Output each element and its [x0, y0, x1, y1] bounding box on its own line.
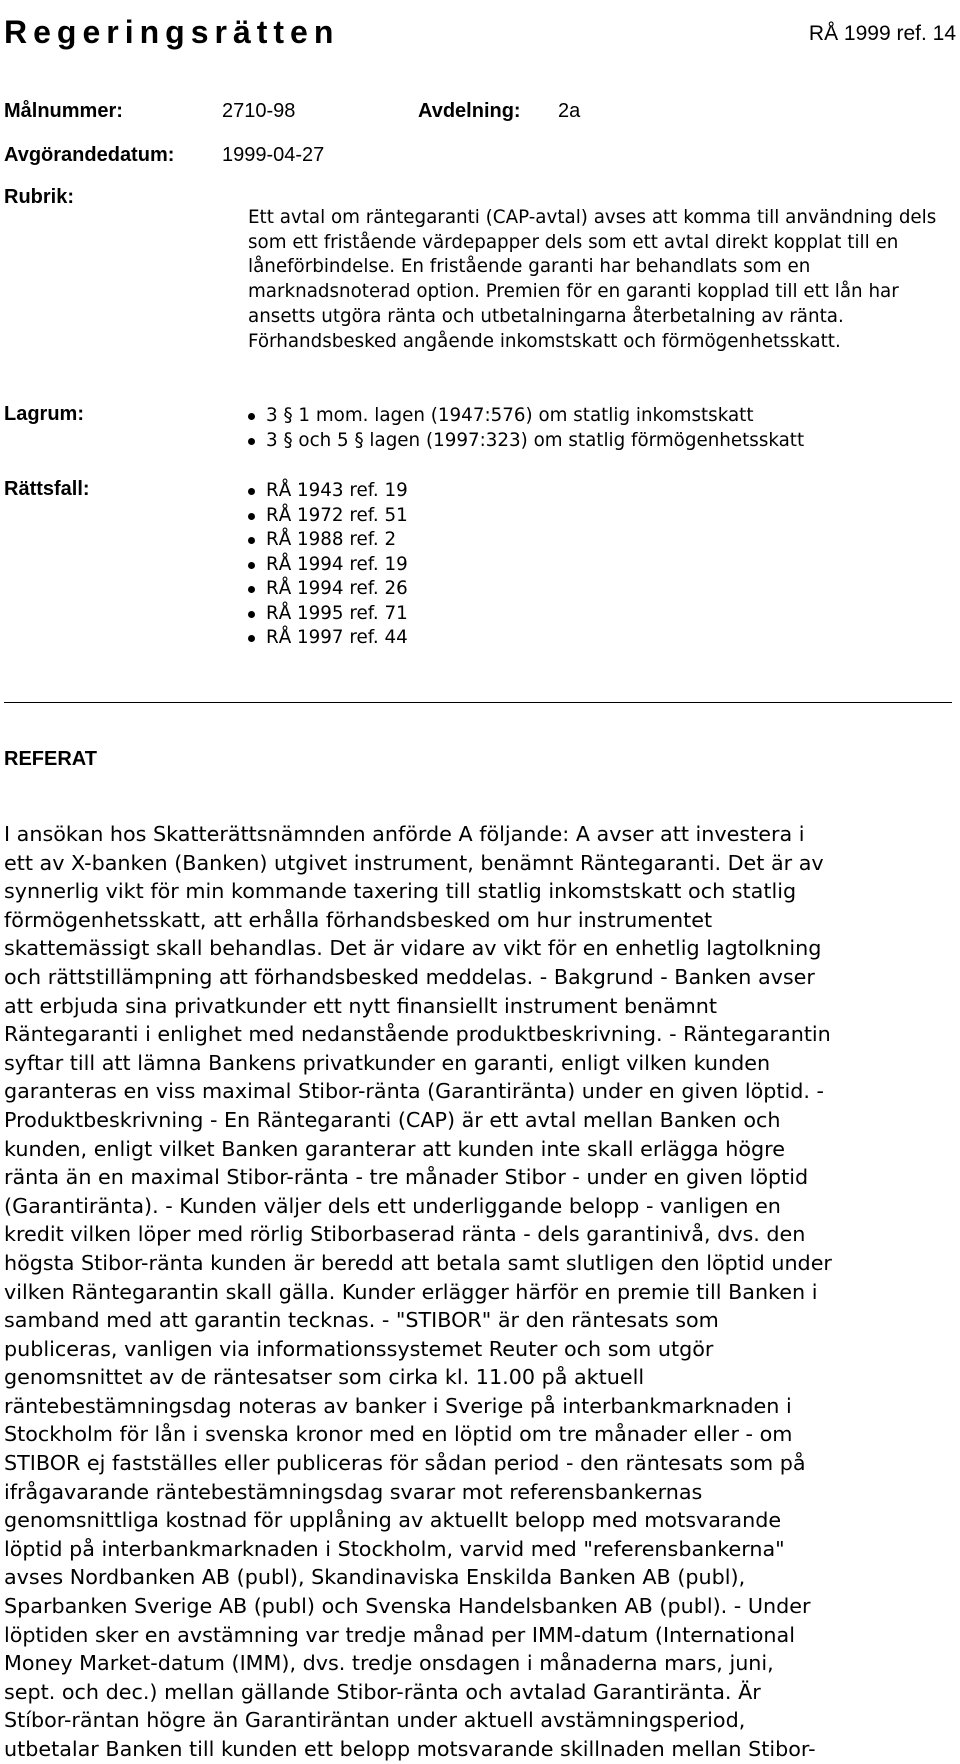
- list-item: RÅ 1997 ref. 44: [248, 626, 408, 651]
- section-divider: [4, 702, 952, 703]
- list-item: RÅ 1972 ref. 51: [248, 504, 408, 529]
- malnummer-label: Målnummer:: [4, 100, 123, 122]
- rubrik-text: Ett avtal om räntegaranti (CAP-avtal) avses att komma till användning dels som ett fristående värdepapper dels som ett avtal direkt kopplat till en låneförbindelse. En fristående garanti har behandlats som en marknadsnoterad option. Premien för en garanti kopplad till ett lån har ansetts utgöra ränta och utbetalningarna återbetalning av ränta. Förhandsbesked angående inkomstskatt och förmögenhetsskatt.: [248, 207, 937, 352]
- court-name: Regeringsrätten: [4, 14, 340, 50]
- referat-heading: REFERAT: [4, 748, 97, 770]
- avdelning-value: 2a: [558, 100, 581, 122]
- list-item: 3 § och 5 § lagen (1997:323) om statlig förmögenhetsskatt: [248, 429, 804, 454]
- list-item: RÅ 1994 ref. 26: [248, 577, 408, 602]
- referat-body: I ansökan hos Skatterättsnämnden anförde A följande: A avser att investera i ett av X-banken (Banken) utgivet instrument, benämnt Räntegaranti. Det är av synnerlig vikt för min kommande taxering till statlig inkomstskatt och statlig förmögenhetsskatt, att erhålla förhandsbesked om hur instrumentet skattemässigt skall behandlas. Det är vidare av vikt för en enhetlig lagtolkning och rättstillämpning att förhandsbesked meddelas. - Bakgrund - Banken avser att erbjuda sina privatkunder ett nytt finansiellt instrument benämnt Räntegaranti i enlighet med nedanstående produktbeskrivning. - Räntegarantin syftar till att lämna Bankens privatkunder en garanti, enligt vilken kunden garanteras en viss maximal Stibor-ränta (Garantiränta) under en given löptid. - Produktbeskrivning - En Räntegaranti (CAP) är ett avtal mellan Banken och kunden, enligt vilket Banken garanterar att kunden inte skall erlägga högre ränta än en maximal Stibor-ränta - tre månader Stibor - under en given löptid (Garantiränta). - Kunden väljer dels ett underliggande belopp - vanligen en kredit vilken löper med rörlig Stiborbaserad ränta - dels garantinivå, dvs. den högsta Stibor-ränta kunden är beredd att betala samt slutligen den löptid under vilken Räntegarantin skall gälla. Kunder erlägger härför en premie till Banken i samband med att garantin tecknas. - "STIBOR" är den räntesats som publiceras, vanligen via informationssystemet Reuter och som utgör genomsnittet av de räntesatser som cirka kl. 11.00 på aktuell räntebestämningsdag noteras av banker i Sverige på interbankmarknaden i Stockholm för lån i svenska kronor med en löptid om tre månader eller - om STIBOR ej fastställes eller publiceras för sådan period - den räntesats som på ifrågavarande räntebestämningsdag svarar mot referensbankernas genomsnittliga kostnad för upplåning av aktuellt belopp med motsvarande löptid på interbankmarknaden i Stockholm, varvid med "referensbankerna" avses Nordbanken AB (publ), Skandinaviska Enskilda Banken AB (publ), Sparbanken Sverige AB (publ) och Svenska Handelsbanken AB (publ). - Under löptiden sker en avstämning var tredje månad per IMM-datum (International Money Market-datum (IMM), dvs. tredje onsdagen i månaderna mars, juni, sept. och dec.) mellan gällande Stibor-ränta och avtalad Garantiränta. Är Stíbor-räntan högre än Garantiräntan under aktuell avstämningsperiod, utbetalar Banken till kunden ett belopp motsvarande skillnaden mellan Stibor-: [4, 822, 832, 1761]
- document-header: [4, 8, 956, 64]
- lagrum-list: [248, 404, 804, 453]
- list-item: RÅ 1995 ref. 71: [248, 602, 408, 627]
- malnummer-value: 2710-98: [222, 100, 296, 122]
- case-reference: RÅ 1999 ref. 14: [808, 22, 956, 45]
- list-item: RÅ 1994 ref. 19: [248, 553, 408, 578]
- avgorandedatum-label: Avgörandedatum:: [4, 144, 175, 166]
- avgorandedatum-value: 1999-04-27: [222, 144, 325, 166]
- list-item: RÅ 1943 ref. 19: [248, 479, 408, 504]
- lagrum-label: Lagrum:: [4, 403, 84, 425]
- rattsfall-label: Rättsfall:: [4, 478, 90, 500]
- avdelning-label: Avdelning:: [418, 100, 521, 122]
- list-item: 3 § 1 mom. lagen (1947:576) om statlig inkomstskatt: [248, 404, 804, 429]
- rattsfall-list: [248, 479, 408, 651]
- rubrik-label: Rubrik:: [4, 186, 74, 208]
- list-item: RÅ 1988 ref. 2: [248, 528, 408, 553]
